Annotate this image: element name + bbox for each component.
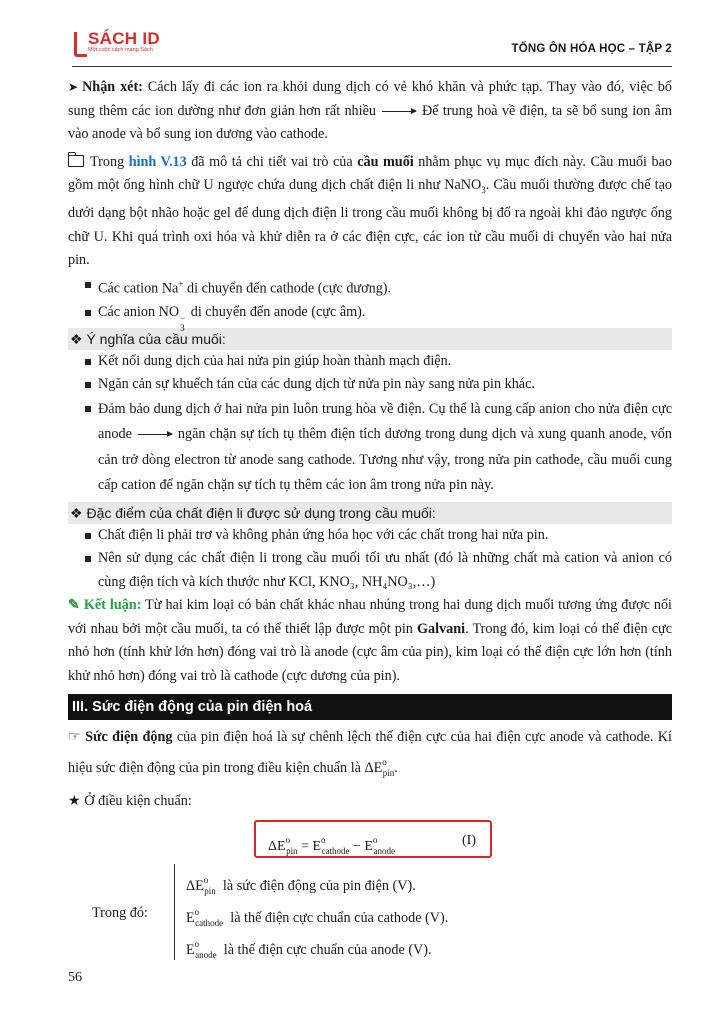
book-icon xyxy=(72,30,86,56)
standard-state-mark: o xyxy=(372,834,378,845)
remark-text-continued: Để trung hoà về điện, ta sẽ bổ sung ion âm vào anode và bổ sung ion dương vào cathode. xyxy=(68,102,672,142)
series-title: TỔNG ÔN HÓA HỌC – TẬP 2 xyxy=(511,43,672,55)
square-bullet-icon xyxy=(85,359,91,365)
list-item xyxy=(68,273,672,301)
salt-bridge-term: cầu muối xyxy=(357,153,414,170)
formula-subscript: cathode xyxy=(321,845,350,856)
square-bullet-icon xyxy=(85,382,91,388)
conclusion-paragraph xyxy=(68,594,672,688)
legend-text: là thế điện cực chuẩn của anode (V). xyxy=(223,941,432,958)
legend-symbol: ΔE xyxy=(186,877,204,894)
salt-bridge-text: đã mô tả chi tiết vai trò của xyxy=(186,153,358,170)
remark-text: Cách lấy đi các ion ra khỏi dung dịch có vẻ khó khăn và phức tạp. Thay vào đó, việc bổ sung thêm các ion dường như đơn giản hơn rất nhiều xyxy=(68,79,672,119)
salt-bridge-paragraph xyxy=(68,151,672,273)
list-item-text: ngăn chặn sự tích tụ thêm điện tích dương trong dung dịch và xung quanh anode, vốn cản trở dòng electron từ anode sang cathode. Tương như vậy, trong nửa pin cathode, cầu muối cung cấp cation để ngăn chặn sự tích tụ thêm các ion âm trong nửa pin này. xyxy=(98,426,672,494)
triangle-right-icon: ➤ xyxy=(68,80,79,94)
list-item xyxy=(68,373,672,397)
conclusion-text: Từ hai kim loại có bản chất khác nhau nhúng trong hai dung dịch muối tương ứng được nối với nhau bởi một cầu muối, ta có thể thiết lập được một pin xyxy=(68,597,672,637)
list-item-text: Các cation Na xyxy=(98,280,179,297)
list-item xyxy=(68,397,672,499)
legend-text: là sức điện động của pin điện (V). xyxy=(222,877,416,894)
long-arrow-icon xyxy=(138,434,172,435)
figure-reference: hình V.13 xyxy=(128,153,187,170)
list-item-text: Kết nối dung dịch của hai nửa pin giúp hoàn thành mạch điện. xyxy=(98,352,452,369)
list-item-text: Chất điện li phải trơ và không phản ứng hóa học với các chất trong hai nửa pin. xyxy=(98,526,549,543)
list-item xyxy=(68,524,672,548)
features-heading xyxy=(68,502,672,524)
long-arrow-icon xyxy=(382,111,416,112)
features-list xyxy=(68,524,672,595)
formula-subscript: anode xyxy=(373,845,395,856)
formula-term: − E xyxy=(349,838,373,854)
legend-item xyxy=(186,864,448,896)
emf-symbol: ΔE xyxy=(364,760,383,777)
header-divider xyxy=(72,66,672,67)
equation-number: (I) xyxy=(462,832,476,848)
list-item-text: Ngăn cản sự khuếch tán của các dung dịch từ nửa pin này sang nửa pin khác. xyxy=(98,376,535,393)
conclusion-term: Galvani xyxy=(417,620,466,637)
emf-definition: ☞ Sức điện động của pin điện hoá là sự chênh lệch thế điện cực của hai điện cực anode và cathode. Kí hiệu sức điện động của pin trong điều kiện chuẩn là $\Delta E^o_{pin}$. xyxy=(68,729,672,779)
formula-subscript: pin xyxy=(286,845,298,856)
standard-condition-line xyxy=(68,790,672,814)
formula-subscript: 3 xyxy=(481,184,486,195)
salt-bridge-text: nhằm phục vụ mục đích này. Cầu muối bao gồm một ống hình chữ U ngược chứa dung dịch chất điện li như NaNO xyxy=(68,153,672,193)
square-bullet-icon xyxy=(85,533,91,539)
legend-symbol: E xyxy=(186,909,195,926)
page-header xyxy=(72,30,672,70)
formula-legend xyxy=(68,864,672,962)
list-item-text: Đảm bảo dung dịch ở hai nửa pin luôn trung hòa về điện. Cụ thể là cung cấp anion cho nửa điện cực anode xyxy=(98,400,672,443)
brand-tagline: Một cuộc cách mạng Sách xyxy=(88,47,153,53)
list-item-text: di chuyển đến anode (cực âm). xyxy=(187,304,366,321)
star-icon: ★ xyxy=(68,793,85,810)
legend-subscript: anode xyxy=(195,949,217,960)
ion-movement-list xyxy=(68,273,672,334)
brand-logo xyxy=(72,30,160,56)
charge-superscript: + xyxy=(178,278,184,289)
legend-symbol: E xyxy=(186,941,195,958)
standard-state-mark: o xyxy=(285,834,291,845)
standard-state-mark: o xyxy=(382,757,387,768)
list-item xyxy=(68,350,672,374)
pen-icon: ✎ xyxy=(68,597,84,614)
folder-icon xyxy=(68,155,84,167)
diamond-bullet-icon: ❖ xyxy=(70,504,87,521)
legend-text: là thế điện cực chuẩn của cathode (V). xyxy=(230,909,449,926)
square-bullet-icon xyxy=(85,556,91,562)
pointing-hand-icon: ☞ xyxy=(68,729,86,746)
legend-item xyxy=(186,896,448,928)
conclusion-text: . Trong đó, kim loại có thế điện cực nhỏ hơn (tính khử lớn hơn) đóng vai trò là anode (cực âm của pin), kim loại có thế điện cực lớn hơn (tính khử nhỏ hơn) đóng vai trò là cathode (cực dương của pin). xyxy=(68,620,672,684)
remark-label: Nhận xét: xyxy=(82,79,143,95)
meaning-title: Ý nghĩa của cầu muối: xyxy=(86,330,226,347)
legend-item xyxy=(186,928,448,960)
square-bullet-icon xyxy=(85,406,91,412)
list-item-text: di chuyển đến cathode (cực dương). xyxy=(183,280,392,297)
standard-state-mark: o xyxy=(203,874,209,885)
page-number: 56 xyxy=(68,970,82,985)
emf-formula-box xyxy=(254,820,492,858)
standard-state-mark: o xyxy=(321,834,326,845)
emf-subscript: pin xyxy=(382,768,395,779)
section-heading: III. Sức điện động của pin điện hoá xyxy=(68,694,672,720)
square-bullet-icon xyxy=(85,282,91,288)
legend-divider xyxy=(174,864,175,960)
standard-condition-text: Ở điều kiện chuẩn: xyxy=(84,793,192,810)
legend-label: Trong đó: xyxy=(92,904,148,921)
square-bullet-icon xyxy=(85,310,91,316)
ion-formula: NO xyxy=(158,304,180,321)
diamond-bullet-icon: ❖ xyxy=(70,330,87,347)
page-body xyxy=(68,76,672,962)
meaning-list xyxy=(68,350,672,499)
brand-name: SÁCH ID xyxy=(88,29,160,48)
list-item-text: Các anion xyxy=(98,304,159,321)
definition-text: của pin điện hoá là sự chênh lệch thế điện cực của hai điện cực anode và cathode. Kí hiệu sức điện động của pin trong điều kiện chuẩn là xyxy=(68,729,672,777)
meaning-heading xyxy=(68,328,672,350)
formula-term: = E xyxy=(297,838,322,854)
definition-term: Sức điện động xyxy=(85,729,173,746)
formula-term: ΔE xyxy=(268,838,286,854)
salt-bridge-text: Trong xyxy=(90,153,129,170)
legend-subscript: pin xyxy=(204,885,216,896)
emf-formula xyxy=(268,829,395,864)
list-item: Các anion NO − 3 di chuyển đến anode (cực âm). xyxy=(68,301,672,325)
standard-state-mark: o xyxy=(194,938,200,949)
conclusion-label: Kết luận: xyxy=(83,597,142,614)
standard-state-mark: o xyxy=(194,906,200,917)
salt-bridge-text: . Cầu muối thường được chế tạo dưới dạng bột nhão hoặc gel để dung dịch điện li trong cầu muối không bị đổ ra ngoài khi đảo ngược ống chữ U. Khi quá trình oxi hóa và khử diễn ra ở các điện cực, các ion từ cầu muối di chuyển vào hai nửa pin. xyxy=(68,177,672,269)
list-item xyxy=(68,547,672,594)
list-item-text: Nên sử dụng các chất điện li trong cầu muối tối ưu nhất (đó là những chất mà cation và anion có cùng điện tích và kích thước như KCl, KNO₃, NH₄NO₃,…) xyxy=(98,550,672,590)
features-title: Đặc điểm của chất điện li được sử dụng trong cầu muối: xyxy=(86,504,436,521)
remark-paragraph xyxy=(68,76,672,147)
legend-subscript: cathode xyxy=(195,917,224,928)
